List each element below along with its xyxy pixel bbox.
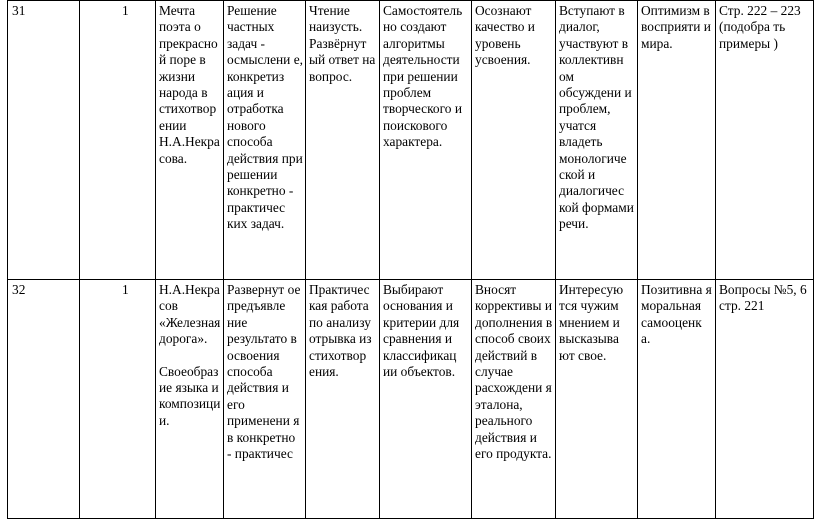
cognitive-cell	[472, 280, 556, 519]
tasks-cell	[224, 280, 306, 519]
table-row	[8, 1, 814, 280]
homework-cell	[716, 1, 814, 280]
regulatory-skills: Самостоятель но создают алгоритмы деятельности при решении проблем творческого и поискового характера.	[383, 3, 463, 150]
homework: Вопросы №5, 6 стр. 221	[719, 282, 807, 314]
communicative-skills: Вступают в диалог, участвуют в коллективн ом обсуждени и проблем, учатся владеть монологиче ской и диалогичес кой формами речи.	[559, 3, 634, 232]
topic-cell	[156, 1, 224, 280]
personal-cell	[638, 280, 716, 519]
lesson-topic: Мечта поэта о прекрасно й поре в жизни народа в стихотвор ении Н.А.Некра сова.	[159, 3, 220, 166]
lesson-number: 31	[12, 3, 26, 18]
lesson-topic-detail: Своеобраз ие языка и композици и.	[159, 363, 221, 428]
hours-cell	[80, 1, 156, 280]
student-activity: Практичес кая работа по анализу отрывка из стихотвор ения.	[309, 282, 372, 380]
lesson-number-cell	[8, 280, 80, 519]
communicative-skills: Интересую тся чужим мнением и высказыва ют свое.	[559, 282, 624, 363]
cognitive-skills: Вносят коррективы и дополнения в способ своих действий в случае расхождени я эталона, реального действия и его продукта.	[475, 282, 553, 462]
cognitive-skills: Осознают качество и уровень усвоения.	[475, 3, 535, 68]
table-row	[8, 280, 814, 519]
topic-cell	[156, 280, 224, 519]
regulatory-cell	[380, 280, 472, 519]
communicative-cell	[556, 280, 638, 519]
lesson-topic: Н.А.Некра сов «Железная дорога».	[159, 282, 221, 347]
regulatory-cell	[380, 1, 472, 280]
hours-count: 1	[122, 282, 129, 297]
regulatory-skills: Выбирают основания и критерии для сравнения и классификац ии объектов.	[383, 282, 460, 380]
activity-cell	[306, 280, 380, 519]
homework: Стр. 222 – 223 (подобра ть примеры )	[719, 3, 801, 51]
personal-results: Позитивна я моральная самооценк а.	[641, 282, 712, 347]
personal-results: Оптимизм в восприяти и мира.	[641, 3, 711, 51]
homework-cell	[716, 280, 814, 519]
lesson-tasks: Развернут ое предъявле ние результато в освоения способа действия и его применени я в конкретно - практичес	[227, 282, 301, 462]
cognitive-cell	[472, 1, 556, 280]
hours-cell	[80, 280, 156, 519]
personal-cell	[638, 1, 716, 280]
activity-cell	[306, 1, 380, 280]
hours-count: 1	[122, 3, 129, 18]
lesson-number-cell	[8, 1, 80, 280]
tasks-cell	[224, 1, 306, 280]
lesson-number: 32	[12, 282, 26, 297]
lesson-tasks: Решение частных задач - осмыслени е, конкретиз ация и отработка нового способа действия при решении конкретно - практичес ких задач.	[227, 3, 303, 232]
lesson-plan-table	[7, 0, 814, 519]
communicative-cell	[556, 1, 638, 280]
student-activity: Чтение наизусть. Развёрнут ый ответ на вопрос.	[309, 3, 376, 84]
